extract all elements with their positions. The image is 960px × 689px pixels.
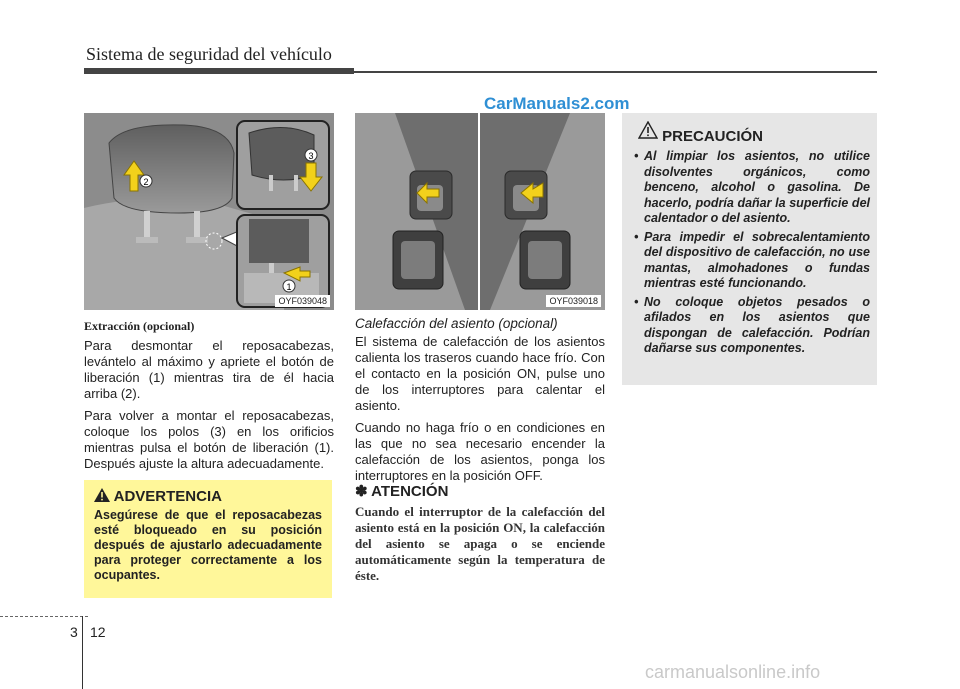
bullet-dot: • <box>634 149 639 163</box>
footer-vertical-rule <box>82 616 83 689</box>
atencion-title: ✽ ATENCIÓN <box>355 483 449 500</box>
precaucion-title: PRECAUCIÓN <box>662 128 764 145</box>
headrest-illustration <box>84 113 334 310</box>
warning-triangle-icon <box>94 488 110 502</box>
watermark-top: CarManuals2.com <box>484 94 630 113</box>
atencion-text: Cuando el interruptor de la calefacción del asiento está en la posición ON, la calefacción del asiento se apaga o se enciende automáticamente según la temperatura de éste. <box>355 504 605 583</box>
precaucion-item: • Al limpiar los asientos, no utilice disolventes orgánicos, como benceno, alcohol o gasolina. De hacerlo, podría dañar la superficie del calentador o del asiento. <box>634 149 870 225</box>
footer-dashed-rule <box>0 616 88 617</box>
extraccion-para-2: Para volver a montar el reposacabezas, coloque los polos (3) en los orificios mientras pulsa el botón de liberación (1). Después ajuste la altura adecuadamente. <box>84 408 334 471</box>
advertencia-title-row <box>94 488 322 505</box>
atencion-section <box>355 482 605 584</box>
bullet-dot: • <box>634 294 639 309</box>
advertencia-title: ADVERTENCIA <box>113 488 222 505</box>
bullet-dot: • <box>634 229 639 244</box>
precaucion-box <box>622 113 877 385</box>
extraccion-para-1: Para desmontar el reposacabezas, levántelo al máximo y apriete el botón de liberación (1) mientras tira de él hacia arriba (2). <box>84 338 334 401</box>
calefaccion-para-2: Cuando no haga frío o en condiciones en las que no sea necesario encender la calefacción de los asientos, ponga los interruptores en la posición OFF. <box>355 420 605 483</box>
caution-triangle-icon <box>638 121 658 139</box>
calefaccion-section <box>355 316 605 490</box>
callout-3: 3 <box>308 151 314 161</box>
figure-caption: OYF039048 <box>275 295 330 307</box>
precaucion-title-row <box>638 121 870 145</box>
figure-caption: OYF039018 <box>546 295 601 307</box>
headrest-figure <box>84 113 334 310</box>
extraccion-section <box>84 318 334 478</box>
advertencia-text: Asegúrese de que el reposacabezas esté bloqueado en su posición después de ajustarlo adecuadamente para proteger correctamente a los ocupantes. <box>94 508 322 582</box>
calefaccion-para-1: El sistema de calefacción de los asientos calienta los traseros cuando hace frío. Con el contacto en la posición ON, pulse uno de los interruptores para calentar el asiento. <box>355 334 605 413</box>
callout-2: 2 <box>143 177 149 187</box>
precaucion-item: • No coloque objetos pesados o afilados en los asientos que dispongan de calefacción. Podrían dañarse sus componentes. <box>634 294 870 355</box>
calefaccion-heading: Calefacción del asiento (opcional) <box>355 316 558 331</box>
footer-watermark: carmanualsonline.info <box>645 662 821 682</box>
page-chapter: 3 <box>70 624 78 640</box>
precaucion-item: • Para impedir el sobrecalentamiento del dispositivo de calefacción, no use mantas, almohadones o fundas mientras esté funcionando. <box>634 229 870 290</box>
seat-heater-illustration <box>355 113 605 310</box>
callout-1: 1 <box>286 282 292 292</box>
page-number: 12 <box>90 624 106 640</box>
extraccion-heading: Extracción (opcional) <box>84 319 195 333</box>
section-title: Sistema de seguridad del vehículo <box>86 44 332 64</box>
seat-heater-figure <box>355 113 605 310</box>
precaucion-list <box>630 149 870 357</box>
header-bar <box>84 68 354 74</box>
header-rule <box>354 71 877 73</box>
advertencia-box <box>84 480 332 598</box>
